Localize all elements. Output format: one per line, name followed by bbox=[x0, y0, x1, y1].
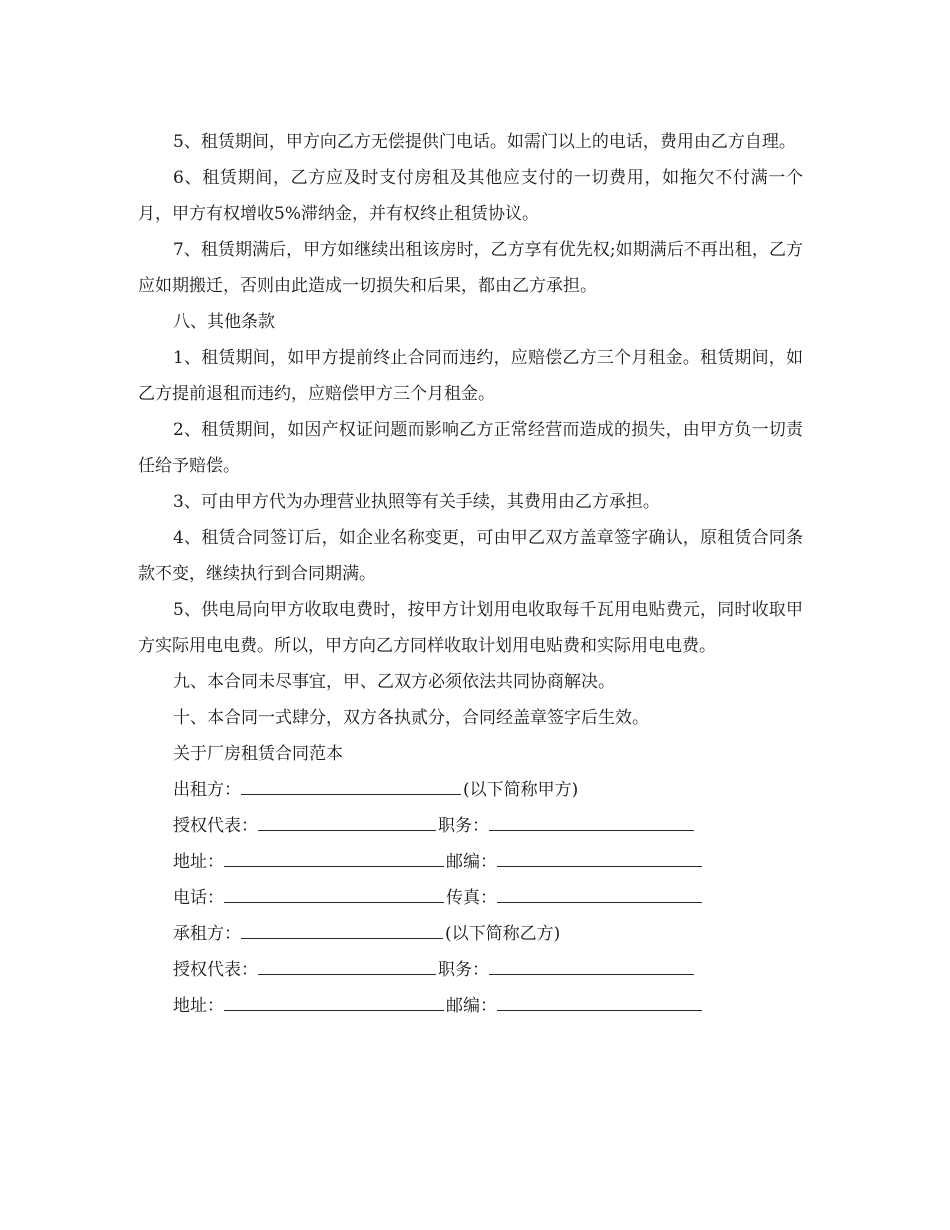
lessee-label: 承租方： bbox=[173, 924, 241, 944]
lessee-suffix: (以下简称乙方) bbox=[445, 924, 561, 944]
postcode-blank[interactable] bbox=[497, 994, 702, 1011]
postcode-blank[interactable] bbox=[497, 850, 702, 867]
title-label: 职务： bbox=[438, 816, 489, 836]
fax-label: 传真： bbox=[446, 888, 497, 908]
contract-body bbox=[138, 124, 803, 1024]
fax-blank[interactable] bbox=[497, 886, 702, 903]
lessor-blank[interactable] bbox=[241, 778, 461, 795]
lessor-row bbox=[138, 772, 803, 808]
rep-label: 授权代表： bbox=[173, 816, 258, 836]
template-title: 关于厂房租赁合同范本 bbox=[173, 744, 343, 764]
lessee-rep-row bbox=[138, 952, 803, 988]
section-10: 十、本合同一式肆分，双方各执贰分，合同经盖章签字后生效。 bbox=[173, 708, 649, 728]
lessor-address-row bbox=[138, 844, 803, 880]
title-blank[interactable] bbox=[489, 958, 694, 975]
address-label: 地址： bbox=[173, 996, 224, 1016]
phone-blank[interactable] bbox=[224, 886, 444, 903]
rep-blank[interactable] bbox=[258, 958, 436, 975]
address-blank[interactable] bbox=[224, 994, 444, 1011]
clause-7-7: 7、租赁期满后，甲方如继续出租该房时，乙方享有优先权;如期满后不再出租，乙方应如期搬迁，否则由此造成一切损失和后果，都由乙方承担。 bbox=[138, 240, 803, 296]
rep-label: 授权代表： bbox=[173, 960, 258, 980]
phone-label: 电话： bbox=[173, 888, 224, 908]
section-8-heading: 八、其他条款 bbox=[173, 312, 275, 332]
clause-8-4: 4、租赁合同签订后，如企业名称变更，可由甲乙双方盖章签字确认，原租赁合同条款不变，继续执行到合同期满。 bbox=[138, 528, 803, 584]
lessor-suffix: (以下简称甲方) bbox=[463, 780, 579, 800]
clause-7-6: 6、租赁期间，乙方应及时支付房租及其他应支付的一切费用，如拖欠不付满一个月，甲方有权增收5%滞纳金，并有权终止租赁协议。 bbox=[138, 168, 803, 224]
lessor-label: 出租方： bbox=[173, 780, 241, 800]
address-label: 地址： bbox=[173, 852, 224, 872]
postcode-label: 邮编： bbox=[446, 852, 497, 872]
lessor-phone-row bbox=[138, 880, 803, 916]
lessor-rep-row bbox=[138, 808, 803, 844]
lessee-blank[interactable] bbox=[241, 922, 443, 939]
clause-8-3: 3、可由甲方代为办理营业执照等有关手续，其费用由乙方承担。 bbox=[173, 492, 660, 512]
clause-7-5: 5、租赁期间，甲方向乙方无偿提供门电话。如需门以上的电话，费用由乙方自理。 bbox=[173, 132, 796, 152]
rep-blank[interactable] bbox=[258, 814, 436, 831]
title-label: 职务： bbox=[438, 960, 489, 980]
clause-8-5: 5、供电局向甲方收取电费时，按甲方计划用电收取每千瓦用电贴费元，同时收取甲方实际用电电费。所以，甲方向乙方同样收取计划用电贴费和实际用电电费。 bbox=[138, 600, 803, 656]
address-blank[interactable] bbox=[224, 850, 444, 867]
clause-8-1: 1、租赁期间，如甲方提前终止合同而违约，应赔偿乙方三个月租金。租赁期间，如乙方提前退租而违约，应赔偿甲方三个月租金。 bbox=[138, 348, 803, 404]
title-blank[interactable] bbox=[489, 814, 694, 831]
lessee-address-row bbox=[138, 988, 803, 1024]
section-9: 九、本合同未尽事宜，甲、乙双方必须依法共同协商解决。 bbox=[173, 672, 615, 692]
clause-8-2: 2、租赁期间，如因产权证问题而影响乙方正常经营而造成的损失，由甲方负一切责任给予赔偿。 bbox=[138, 420, 803, 476]
postcode-label: 邮编： bbox=[446, 996, 497, 1016]
lessee-row bbox=[138, 916, 803, 952]
